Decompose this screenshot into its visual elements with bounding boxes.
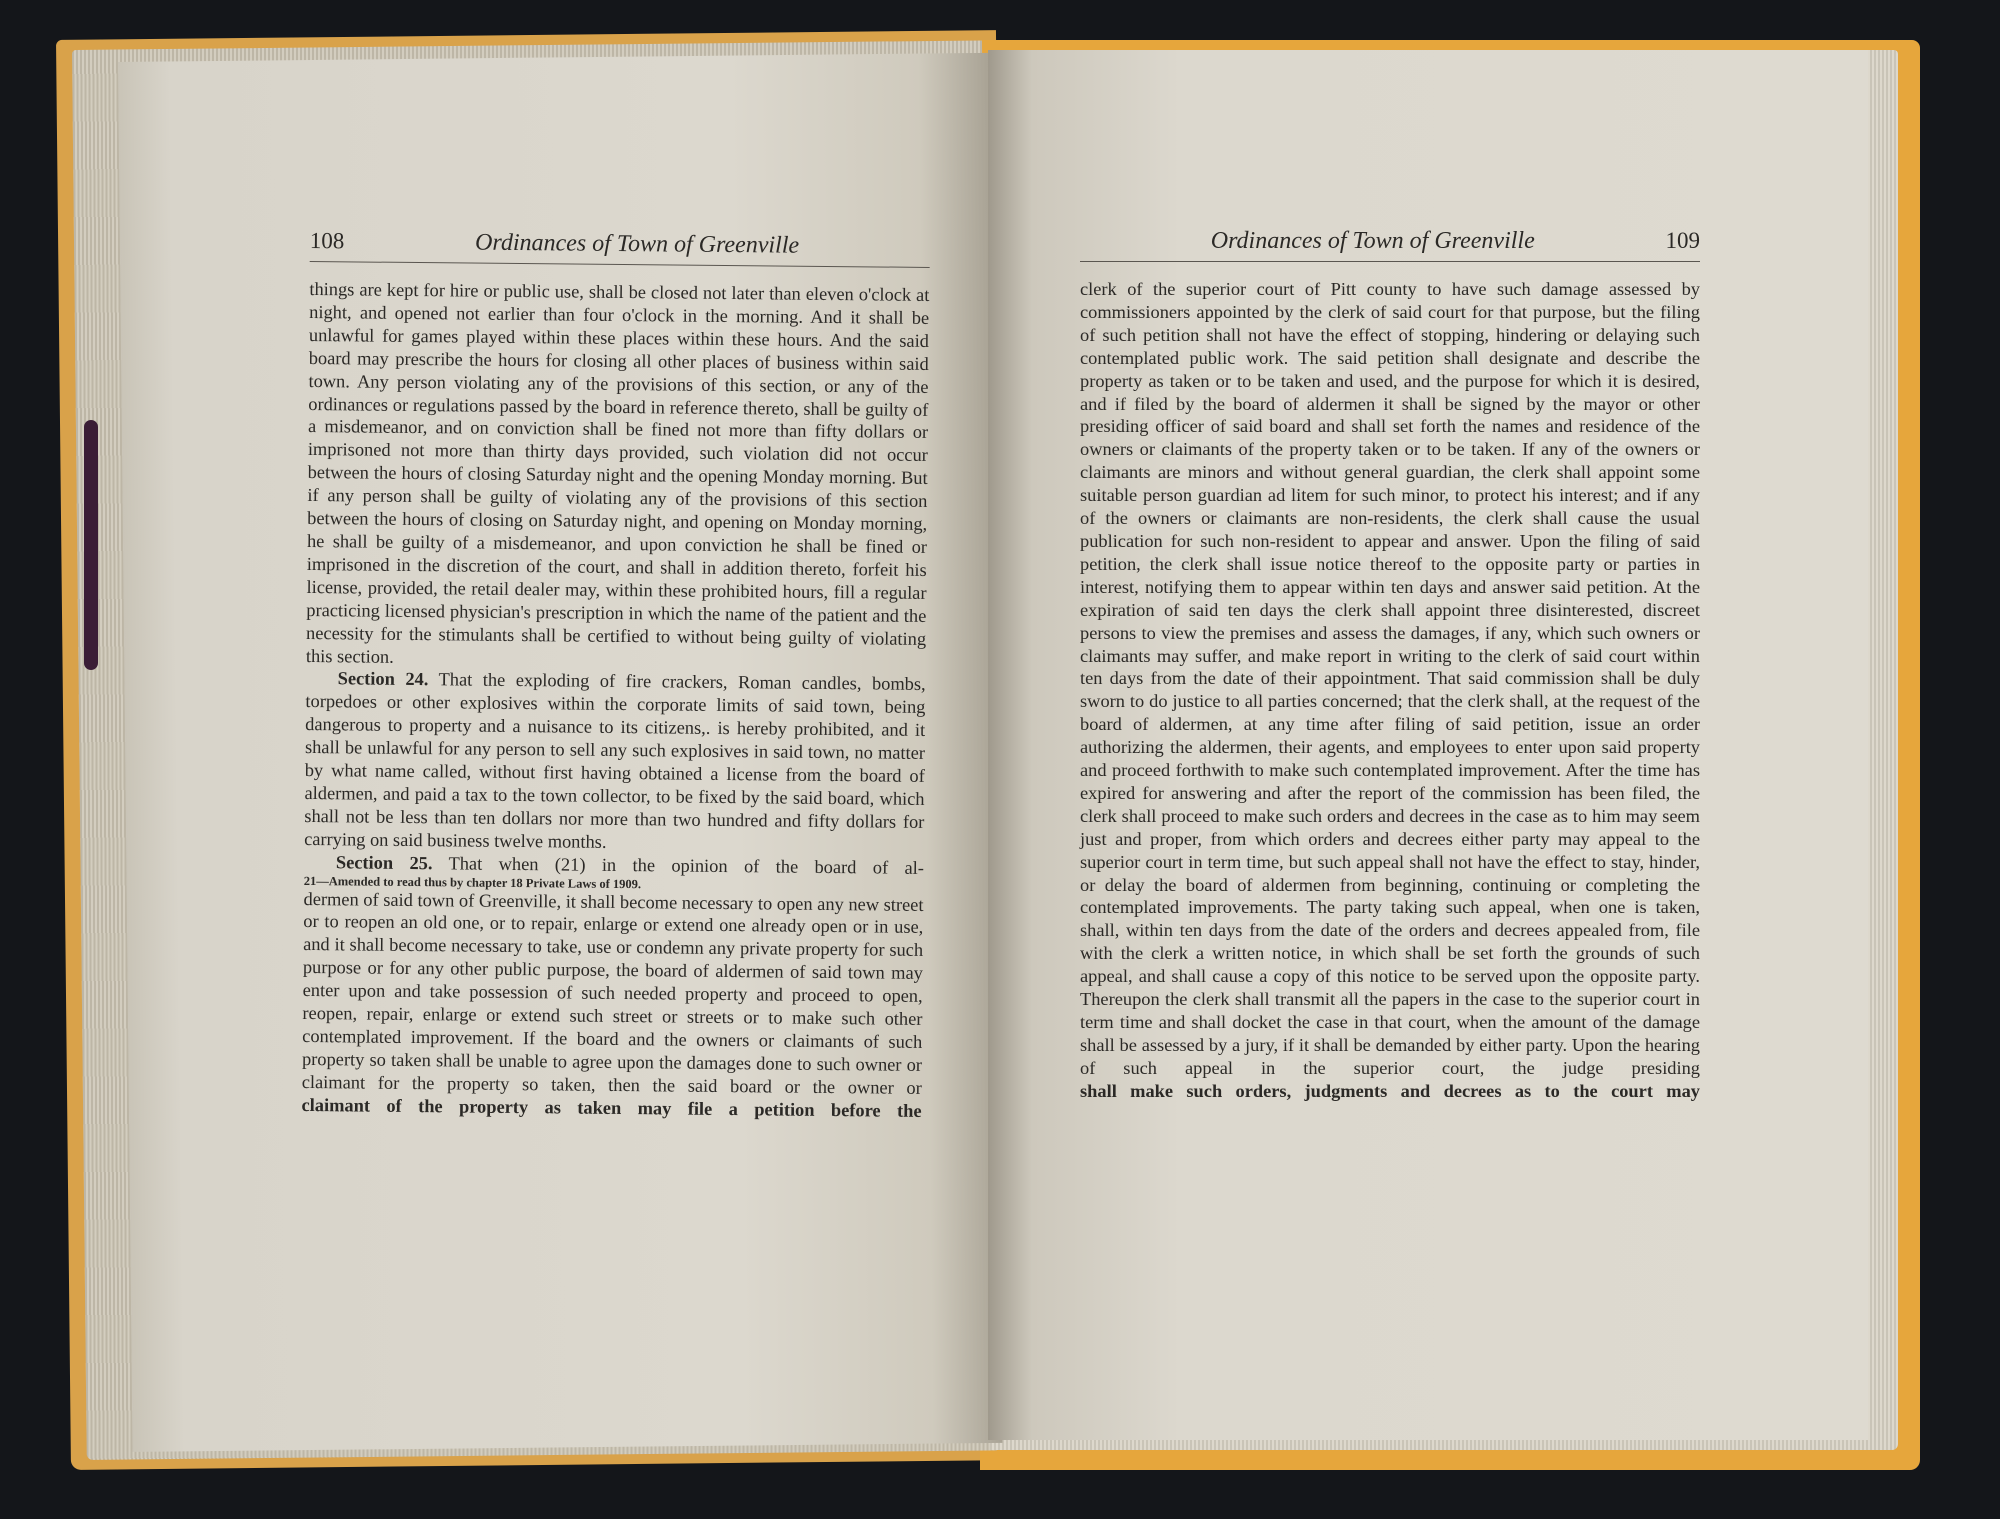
section-label: Section 25. bbox=[335, 851, 433, 873]
section-24 bbox=[304, 667, 926, 856]
section-text: That when (21) in the opinion of the board of al- bbox=[448, 853, 925, 878]
paragraph: dermen of said town of Greenville, it shall become necessary to open any new street or to reopen an old one, or to repair, enlarge or extend one already open or in use, and it shall become necessary to take, use or condemn any private property for such purpose or for any other public purpose, the board of aldermen of said town may enter upon and take possession of such needed property and proceed to open, reopen, repair, enlarge or extend such street or streets or to make such other contemplated improvement. If the board and the owners or claimants of such property so taken shall be unable to agree upon the damages done to such owner or claimant for the property so taken, then the said board or the owner or bbox=[301, 888, 924, 1098]
bookmark-ribbon bbox=[84, 420, 98, 670]
running-title: Ordinances of Town of Greenville bbox=[474, 229, 800, 259]
paragraph: things are kept for hire or public use, shall be closed not later than eleven o'clock at night, and opened not earlier than four o'clock in the morning. And it shall be unlawful for games played within these places within these hours. And the said board may prescribe the hours for closing all other places of business within said town. Any person violating any of the provisions of this section, or any of the ordinances or regulations passed by the board in reference thereto, shall be guilty of a misdemeanor, and on conviction shall be fined not more than fifty dollars or imprisoned not more than thirty days provided, such violation did not occur between the hours of closing Saturday night and the opening Monday morning. But if any person shall be guilty of violating any of the provisions of this section between the hours of closing on Saturday night, and opening on Monday morning, he shall be guilty of a misdemeanor, and upon conviction he shall be fined or imprisoned in the discretion of the court, and shall in addition thereto, forfeit his license, provided, the retail dealer may, within these prohibited hours, fill a regular practicing licensed physician's prescription in which the name of the patient and the necessity for the stimulants shall be certified to without being guilty of violating this section. bbox=[305, 278, 930, 667]
last-line: shall make such orders, judgments and decrees as to the court may bbox=[1080, 1080, 1700, 1101]
running-title: Ordinances of Town of Greenville bbox=[1210, 228, 1535, 254]
page-number: 109 bbox=[1665, 228, 1700, 253]
right-page-content bbox=[1080, 228, 1700, 1103]
last-line: claimant of the property as taken may file a petition before the bbox=[301, 1094, 922, 1121]
page-number: 108 bbox=[309, 228, 345, 254]
footnote: 21—Amended to read thus by chapter 18 Private Laws of 1909. bbox=[303, 873, 642, 891]
section-label: Section 24. bbox=[337, 668, 429, 690]
section-text: That the exploding of fire crackers, Roman candles, bombs, torpedoes or other explosives within the corporate limits of said town, being dangerous to property and a nuisance to its citizens,. is hereby prohibited, and it shall be unlawful for any person to sell any such explosives in said town, no matter by what name called, without first having obtained a license from the board of aldermen, and paid a tax to the town collector, to be fixed by the said board, which shall not be less than ten dollars nor more than two hundred and fifty dollars for carrying on said business twelve months. bbox=[304, 669, 926, 852]
left-running-head bbox=[310, 228, 930, 268]
paragraph: clerk of the superior court of Pitt county to have such damage assessed by commissioners appointed by the clerk of said court for that purpose, but the filing of such petition shall not have the effect of stopping, hindering or delaying such contemplated public work. The said petition shall designate and describe the property as taken or to be taken and used, and the purpose for which it is desired, and if filed by the board of aldermen it shall be signed by the mayor or other presiding officer of said board and shall set forth the names and residence of the owners or claimants of the property taken or to be taken. If any of the owners or claimants are minors and without general guardian, the clerk shall appoint some suitable person guardian ad litem for such minor, to protect his interest; and if any of the owners or claimants are non-residents, the clerk shall cause the usual publication for such non-resident to appear and answer. Upon the filing of said petition, the clerk shall issue notice thereof to the opposite party or parties in interest, notifying them to appear within ten days and answer said petition. At the expiration of said ten days the clerk shall appoint three disinterested, discreet persons to view the premises and assess the damages, if any, which such owners or claimants may suffer, and make report in writing to the clerk of said court within ten days from the date of their appointment. That said commission shall be duly sworn to do justice to all parties concerned; that the clerk shall, at the request of the board of aldermen, at any time after filing of said petition, issue an order authorizing the aldermen, their agents, and employees to enter upon said property and proceed forthwith to make such contemplated improvement. After the time has expired for answering and after the report of the commission has been filed, the clerk shall proceed to make such orders and decrees in the case as to him may seem just and proper, from which orders and decrees either party may appeal to the superior court in term time, but such appeal shall not have the effect to stay, hinder, or delay the board of aldermen from beginning, continuing or completing the contemplated improvements. The party taking such appeal, when one is taken, shall, within ten days from the date of the orders and decrees appealed from, file with the clerk a written notice, in which shall be set forth the grounds of such appeal, and shall cause a copy of this notice to be served upon the opposite party. Thereupon the clerk shall transmit all the papers in the case to the superior court in term time and shall docket the case in that court, when the amount of the damage shall be assessed by a jury, if it shall be demanded by either party. Upon the hearing of such appeal in the superior court, the judge presiding bbox=[1080, 279, 1700, 1078]
right-running-head bbox=[1080, 228, 1700, 262]
left-page-content bbox=[301, 228, 930, 1123]
